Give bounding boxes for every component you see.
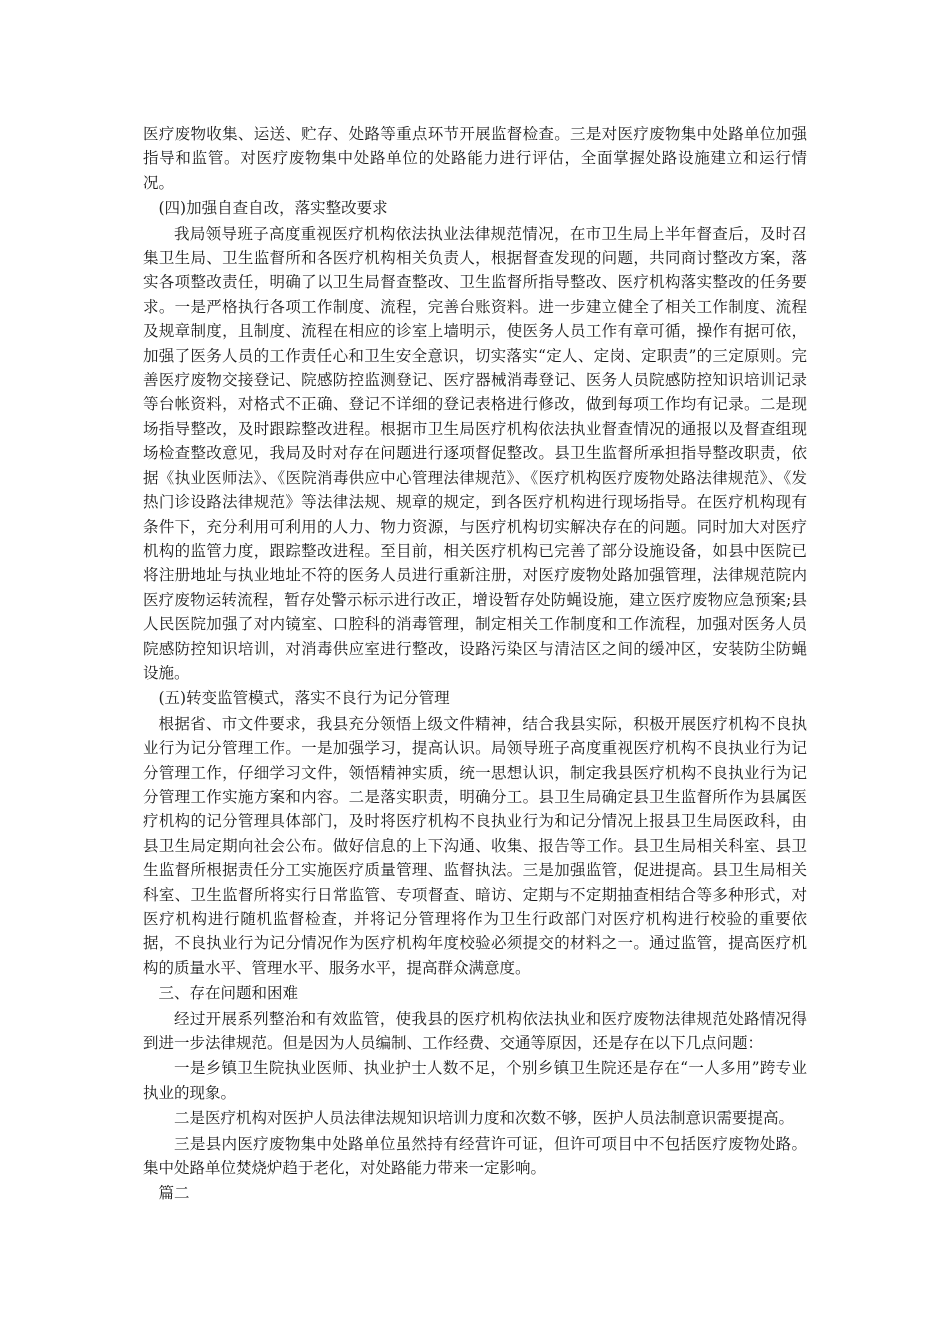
document-page <box>143 122 807 1206</box>
paragraph-problem-two: 二是医疗机构对医护人员法律法规知识培训力度和次数不够，医护人员法制意识需要提高。 <box>174 1109 795 1128</box>
heading-self-inspection: (四)加强自查自改，落实整改要求 <box>158 199 388 218</box>
paragraph-waste-supervision: 医疗废物收集、运送、贮存、处路等重点环节开展监督检查。三是对医疗废物集中处路单位加强指导和监管。对医疗废物集中处路单位的处路能力进行评估，全面掌握处路设施建立和运行情况。 <box>143 125 807 192</box>
heading-problems: 三、存在问题和困难 <box>158 984 299 1003</box>
heading-part-two: 篇二 <box>158 1184 190 1203</box>
paragraph-problem-three: 三是县内医疗废物集中处路单位虽然持有经营许可证，但许可项目中不包括医疗废物处路。集中处路单位焚烧炉趋于老化，对处路能力带来一定影响。 <box>143 1134 807 1178</box>
paragraph-problem-one: 一是乡镇卫生院执业医师、执业护士人数不足，个别乡镇卫生院还是存在“一人多用”跨专业执业的现象。 <box>143 1059 807 1102</box>
paragraph-scoring-management: 根据省、市文件要求，我县充分领悟上级文件精神，结合我县实际，积极开展医疗机构不良执业行为记分管理工作。一是加强学习，提高认识。局领导班子高度重视医疗机构不良执业行为记分管理工作，仔细学习文件，领悟精神实质，统一思想认识，制定我县医疗机构不良执业行为记分管理工作实施方案和内容。二是落实职责，明确分工。县卫生局确定县卫生监督所作为县属医疗机构的记分管理具体部门，及时将医疗机构不良执业行为和记分情况上报县卫生局医政科，由县卫生局定期向社会公布。做好信息的上下沟通、收集、报告等工作。县卫生局相关科室、县卫生监督所根据责任分工实施医疗质量管理、监督执法。三是加强监管，促进提高。县卫生局相关科室、卫生监督所将实行日常监管、专项督查、暗访、定期与不定期抽查相结合等多种形式，对医疗机构进行随机监督检查，并将记分管理将作为卫生行政部门对医疗机构进行校验的重要依据，不良执业行为记分情况作为医疗机构年度校验必须提交的材料之一。通过监管，提高医疗机构的质量水平、管理水平、服务水平，提高群众满意度。 <box>143 714 807 977</box>
paragraph-problems-intro: 经过开展系列整治和有效监管，使我县的医疗机构依法执业和医疗废物法律规范处路情况得到进一步法律规范。但是因为人员编制、工作经费、交通等原因，还是存在以下几点问题： <box>143 1009 807 1053</box>
heading-supervision-mode: (五)转变监管模式，落实不良行为记分管理 <box>158 689 450 708</box>
paragraph-rectification: 我局领导班子高度重视医疗机构依法执业法律规范情况，在市卫生局上半年督查后，及时召集卫生局、卫生监督所和各医疗机构相关负责人，根据督查发现的问题，共同商讨整改方案，落实各项整改责任，明确了以卫生局督查整改、卫生监督所指导整改、医疗机构落实整改的任务要求。一是严格执行各项工作制度、流程，完善台账资料。进一步建立健全了相关工作制度、流程及规章制度，且制度、流程在相应的诊室上墙明示，使医务人员工作有章可循，操作有据可依，加强了医务人员的工作责任心和卫生安全意识，切实落实“定人、定岗、定职责”的三定原则。完善医疗废物交接登记、院感防控监测登记、医疗器械消毒登记、医务人员院感防控知识培训记录等台帐资料，对格式不正确、登记不详细的登记表格进行修改，做到每项工作均有记录。二是现场指导整改，及时跟踪整改进程。根据市卫生局医疗机构依法执业督查情况的通报以及督查组现场检查整改意见，我局及时对存在问题进行逐项督促整改。县卫生监督所承担指导整改职责，依据《执业医师法》、《医院消毒供应中心管理法律规范》、《医疗机构医疗废物处路法律规范》、《发热门诊设路法律规范》等法律法规、规章的规定，到各医疗机构进行现场指导。在医疗机构现有条件下，充分利用可利用的人力、物力资源，与医疗机构切实解决存在的问题。同时加大对医疗机构的监管力度，跟踪整改进程。至目前，相关医疗机构已完善了部分设施设备，如县中医院已将注册地址与执业地址不符的医务人员进行重新注册，对医疗废物处路加强管理，法律规范院内医疗废物运转流程，暂存处警示标示进行改正，增设暂存处防蝇设施，建立医疗废物应急预案;县人民医院加强了对内镜室、口腔科的消毒管理，制定相关工作制度和工作流程，加强对医务人员院感防控知识培训，对消毒供应室进行整改，设路污染区与清洁区之间的缓冲区，安装防尘防蝇设施。 <box>143 224 807 682</box>
